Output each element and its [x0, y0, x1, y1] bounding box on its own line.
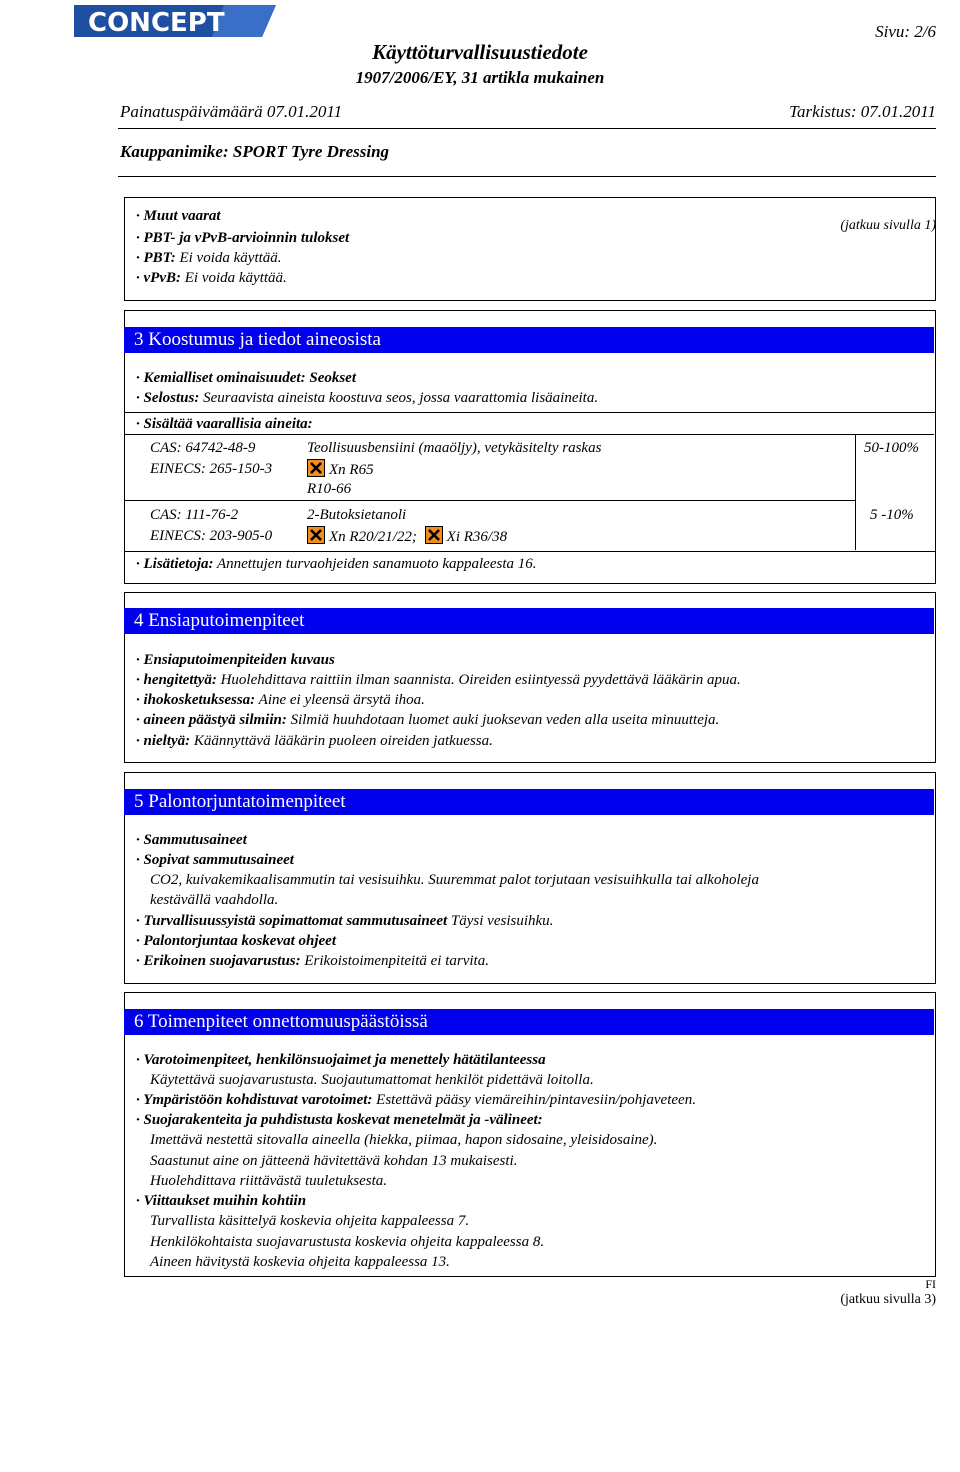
irritant-hazard-icon	[425, 526, 443, 544]
suitable-media-text-2: kestävällä vaahdolla.	[150, 892, 279, 908]
pbt-vpvb-heading: · PBT- ja vPvB-arvioinnin tulokset	[136, 230, 350, 246]
ingredient-2-cas: CAS: 111-76-2	[150, 507, 239, 523]
review-date: Tarkistus: 07.01.2011	[789, 102, 936, 121]
inhalation-line: · hengitettyä: Huolehdittava raittiin ilman saannista. Oireiden esiintyessä pyydettävä lääkärin apua.	[136, 672, 741, 688]
table-divider	[124, 434, 934, 435]
chemical-characterization: · Kemialliset ominaisuudet: Seokset	[136, 370, 357, 386]
contains-hazardous-label: · Sisältää vaarallisia aineita:	[136, 416, 313, 432]
ingredient-1-class: Xn R65	[307, 459, 374, 480]
skin-contact-line: · ihokosketuksessa: Aine ei yleensä ärsytä ihoa.	[136, 692, 425, 708]
other-hazards-line-1: · Muut vaarat	[136, 208, 221, 224]
protective-equipment-line: · Erikoinen suojavarustus: Erikoistoimenpiteitä ei tarvita.	[136, 953, 489, 969]
extinguishing-media: · Sammutusaineet	[136, 832, 247, 848]
header-divider-2	[118, 176, 936, 177]
containment-heading: · Suojarakenteita ja puhdistusta koskevat menetelmät ja -välineet:	[136, 1112, 543, 1128]
firefighting-advice: · Palontorjuntaa koskevat ohjeet	[136, 933, 337, 949]
vpvb-line: · vPvB: Ei voida käyttää.	[136, 270, 287, 286]
containment-text-2: Saastunut aine on jätteenä hävitettävä kohdan 13 mukaisesti.	[150, 1153, 518, 1169]
ingredient-1-einecs: EINECS: 265-150-3	[150, 461, 273, 477]
precautions-text: Käytettävä suojavarustusta. Suojautumattomat henkilöt pidettävä loitolla.	[150, 1072, 594, 1088]
section-3-heading: 3 Koostumus ja tiedot aineosista	[124, 327, 934, 353]
containment-text-3: Huolehdittava riittävästä tuuletuksesta.	[150, 1173, 388, 1189]
reference-3: Aineen hävitystä koskevia ohjeita kappaleessa 13.	[150, 1254, 450, 1270]
pbt-line: · PBT: Ei voida käyttää.	[136, 250, 282, 266]
ingredient-row-divider	[124, 500, 856, 501]
ingredient-1-cas: CAS: 64742-48-9	[150, 440, 256, 456]
continued-to: (jatkuu sivulla 3)	[840, 1292, 936, 1307]
continued-from: (jatkuu sivulla 1)	[840, 218, 936, 233]
language-tag: FI	[925, 1277, 936, 1291]
section-4-heading: 4 Ensiaputoimenpiteet	[124, 608, 934, 634]
section-5-heading: 5 Palontorjuntatoimenpiteet	[124, 789, 934, 815]
ingredient-2-name: 2-Butoksietanoli	[307, 507, 407, 523]
environmental-precautions-line: · Ympäristöön kohdistuvat varotoimet: Estettävä pääsy viemäreihin/pintavesiin/pohjaveteen.	[136, 1092, 696, 1108]
reference-2: Henkilökohtaista suojavarustusta koskevia ohjeita kappaleessa 8.	[150, 1234, 545, 1250]
document-subtitle: 1907/2006/EY, 31 artikla mukainen	[355, 68, 605, 87]
description-line: · Selostus: Seuraavista aineista koostuva seos, jossa vaarattomia lisäaineita.	[136, 390, 599, 406]
unsuitable-media-line: · Turvallisuussyistä sopimattomat sammutusaineet Täysi vesisuihku.	[136, 913, 554, 929]
ingestion-line: · nieltyä: Käännyttävä lääkärin puoleen oireiden jatkuessa.	[136, 733, 493, 749]
ingredient-1-name: Teollisuusbensiini (maaöljy), vetykäsitelty raskas	[307, 440, 602, 456]
harmful-hazard-icon	[307, 526, 325, 544]
ingredient-1-rphrases: R10-66	[307, 481, 352, 497]
document-title: Käyttöturvallisuustiedote	[372, 40, 588, 64]
section-6-heading: 6 Toimenpiteet onnettomuuspäästöissä	[124, 1009, 934, 1035]
suitable-media-label: · Sopivat sammutusaineet	[136, 852, 294, 868]
percent-column-divider	[855, 434, 856, 550]
eye-contact-line: · aineen päästyä silmiin: Silmiä huuhdotaan luomet auki juoksevan veden alla useita minuutteja.	[136, 712, 720, 728]
logo-text: CONCEPT	[88, 8, 225, 37]
suitable-media-text: CO2, kuivakemikaalisammutin tai vesisuihku. Suuremmat palot torjutaan vesisuihkulla tai alkoholeja	[150, 872, 759, 888]
references-heading: · Viittaukset muihin kohtiin	[136, 1193, 307, 1209]
ingredient-2-percent: 5 -10%	[870, 507, 914, 523]
header-divider	[118, 128, 936, 129]
company-logo	[74, 5, 276, 37]
precautions-heading: · Varotoimenpiteet, henkilönsuojaimet ja menettely hätätilanteessa	[136, 1052, 546, 1068]
ingredient-1-percent: 50-100%	[864, 440, 919, 456]
trade-name: Kauppanimike: SPORT Tyre Dressing	[120, 142, 390, 161]
containment-text-1: Imettävä nestettä sitovalla aineella (hiekka, piimaa, hapon sidosaine, yleisidosaine).	[150, 1132, 658, 1148]
reference-1: Turvallista käsittelyä koskevia ohjeita kappaleessa 7.	[150, 1213, 470, 1229]
page-number: Sivu: 2/6	[875, 22, 936, 41]
first-aid-description: · Ensiaputoimenpiteiden kuvaus	[136, 652, 335, 668]
ingredient-2-class: Xn R20/21/22; Xi R36/38	[307, 526, 507, 547]
additional-info-line: · Lisätietoja: Annettujen turvaohjeiden sanamuoto kappaleesta 16.	[136, 556, 537, 572]
harmful-hazard-icon	[307, 459, 325, 477]
ingredient-2-einecs: EINECS: 203-905-0	[150, 528, 273, 544]
print-date: Painatuspäivämäärä 07.01.2011	[120, 102, 343, 121]
